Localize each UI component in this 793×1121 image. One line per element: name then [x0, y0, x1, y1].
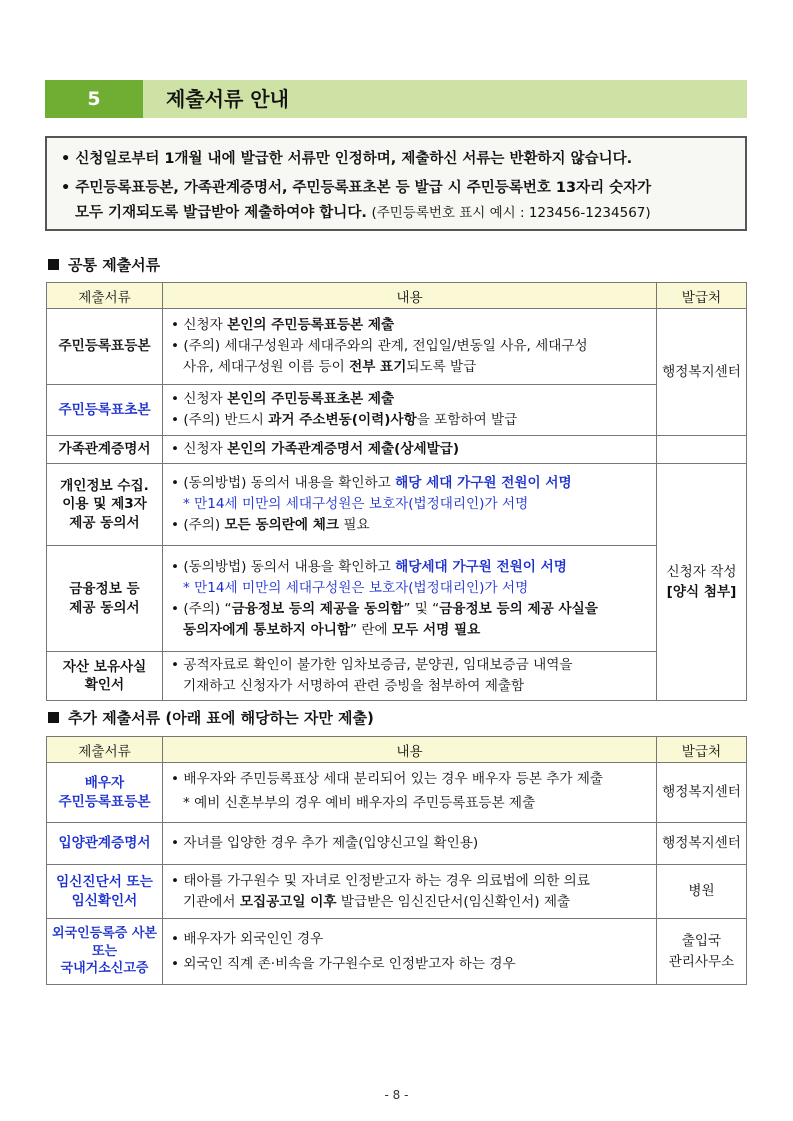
issuer-cell: 출입국 관리사무소 — [657, 919, 747, 985]
header-issuer: 발급처 — [657, 283, 747, 309]
notice-line-2: • 주민등록표등본, 가족관계증명서, 주민등록표초본 등 발급 시 주민등록번호 13자리 숫자가 — [61, 180, 652, 196]
doc-name: 개인정보 수집.이용 및 제3자 제공 동의서 — [47, 464, 163, 546]
issuer-cell — [657, 436, 747, 464]
header-issuer: 발급처 — [657, 737, 747, 763]
section-number: 5 — [45, 80, 143, 118]
square-bullet-icon — [48, 712, 59, 723]
table-row — [47, 464, 747, 546]
common-documents-table — [46, 282, 747, 701]
doc-content: • 배우자가 외국인인 경우 • 외국인 직계 존·비속을 가구원수로 인정받고자 하는 경우 — [163, 919, 657, 985]
doc-content: • (동의방법) 동의서 내용을 확인하고 해당 세대 가구원 전원이 서명 * 만14세 미만의 세대구성원은 보호자(법정대리인)가 서명 • (주의) 모든 동의란에 체크 필요 — [163, 464, 657, 546]
additional-documents-table — [46, 736, 747, 985]
issuer-cell: 행정복지센터 — [657, 763, 747, 823]
notice-box — [45, 136, 747, 231]
doc-content: • 배우자와 주민등록표상 세대 분리되어 있는 경우 배우자 등본 추가 제출 * 예비 신혼부부의 경우 예비 배우자의 주민등록표등본 제출 — [163, 763, 657, 823]
table-row — [47, 865, 747, 919]
doc-name: 주민등록표초본 — [47, 385, 163, 436]
square-bullet-icon — [48, 259, 59, 270]
additional-documents-heading: 추가 제출서류 (아래 표에 해당하는 자만 제출) — [48, 707, 374, 728]
doc-name: 외국인등록증 사본 또는 국내거소신고증 — [47, 919, 163, 985]
doc-name: 임신진단서 또는 임신확인서 — [47, 865, 163, 919]
notice-line-3: 모두 기재되도록 발급받아 제출하여야 합니다. (주민등록번호 표시 예시 : 123456-1234567) — [75, 205, 651, 221]
common-documents-heading: 공통 제출서류 — [48, 254, 160, 275]
table-row — [47, 919, 747, 985]
doc-content: • 공적자료로 확인이 불가한 임차보증금, 분양권, 임대보증금 내역을 기재하고 신청자가 서명하여 관련 증빙을 첨부하여 제출함 — [163, 652, 657, 701]
table-row — [47, 546, 747, 652]
issuer-cell: 행정복지센터 — [657, 823, 747, 865]
table-row — [47, 309, 747, 385]
doc-content: • 신청자 본인의 가족관계증명서 제출(상세발급) — [163, 436, 657, 464]
section-title: 제출서류 안내 — [166, 87, 289, 111]
header-content: 내용 — [163, 737, 657, 763]
doc-name: 배우자 주민등록표등본 — [47, 763, 163, 823]
table-row — [47, 385, 747, 436]
table-row — [47, 823, 747, 865]
doc-name: 가족관계증명서 — [47, 436, 163, 464]
doc-content: • 자녀를 입양한 경우 추가 제출(입양신고일 확인용) — [163, 823, 657, 865]
section-header — [45, 80, 747, 118]
doc-content: • 태아를 가구원수 및 자녀로 인정받고자 하는 경우 의료법에 의한 의료 기관에서 모집공고일 이후 발급받은 임신진단서(임신확인서) 제출 — [163, 865, 657, 919]
header-content: 내용 — [163, 283, 657, 309]
doc-name: 자산 보유사실 확인서 — [47, 652, 163, 701]
notice-line-1: • 신청일로부터 1개월 내에 발급한 서류만 인정하며, 제출하신 서류는 반환하지 않습니다. — [61, 151, 633, 167]
issuer-cell: 행정복지센터 — [657, 309, 747, 436]
issuer-cell: 신청자 작성 [양식 첨부] — [657, 464, 747, 701]
page-number: - 8 - — [384, 1088, 409, 1102]
doc-name: 입양관계증명서 — [47, 823, 163, 865]
table-header-row — [47, 283, 747, 309]
doc-content: • (동의방법) 동의서 내용을 확인하고 해당세대 가구원 전원이 서명 * 만14세 미만의 세대구성원은 보호자(법정대리인)가 서명 • (주의) “금융정보 등의 제공을 동의함” 및 “금융정보 등의 제공 사실을 동의자에게 통보하지 아니함” 란에 모두 서명 필요 — [163, 546, 657, 652]
doc-content: • 신청자 본인의 주민등록표초본 제출 • (주의) 반드시 과거 주소변동(이력)사항을 포함하여 발급 — [163, 385, 657, 436]
doc-name: 주민등록표등본 — [47, 309, 163, 385]
table-row — [47, 763, 747, 823]
table-header-row — [47, 737, 747, 763]
doc-content: • 신청자 본인의 주민등록표등본 제출 • (주의) 세대구성원과 세대주와의 관계, 전입일/변동일 사유, 세대구성 사유, 세대구성원 이름 등이 전부 표기되도록 발급 — [163, 309, 657, 385]
header-documents: 제출서류 — [47, 283, 163, 309]
header-documents: 제출서류 — [47, 737, 163, 763]
table-row — [47, 652, 747, 701]
issuer-cell: 병원 — [657, 865, 747, 919]
table-row — [47, 436, 747, 464]
doc-name: 금융정보 등 제공 동의서 — [47, 546, 163, 652]
